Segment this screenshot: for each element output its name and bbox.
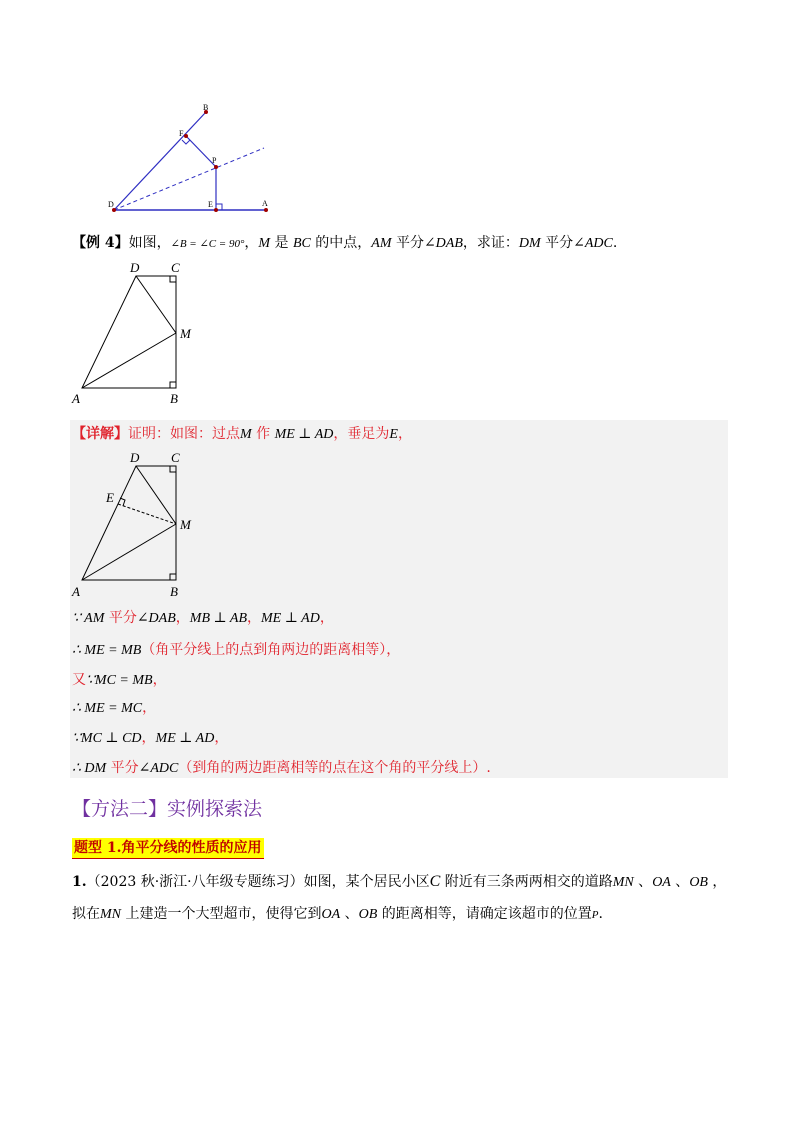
right-angle-f (182, 140, 190, 144)
ray-db (114, 112, 206, 210)
label-d: D (108, 200, 114, 209)
label-p: P (212, 156, 217, 165)
label-d: D (130, 260, 140, 275)
example4-statement: 【例 4】如图，∠B = ∠C = 90°，M 是 BC 的中点，AM 平分∠DAB，求证：DM 平分∠ADC. (72, 235, 618, 251)
question1-line1: 1.（2023 秋·浙江·八年级专题练习）如图，某个居民小区C 附近有三条两两相交的道路MN 、OA 、OB ， (72, 873, 727, 890)
label-e: E (106, 490, 114, 505)
label-d: D (130, 450, 140, 465)
solution-intro: 【详解】证明：如图：过点M 作 ME ⊥ AD，垂足为E， (72, 426, 412, 442)
label-a: A (262, 199, 268, 208)
question-type-label: 题型 1.角平分线的性质的应用 (72, 838, 264, 859)
proof-step-6: ∴ DM 平分∠ADC（到角的两边距离相等的点在这个角的平分线上）. (72, 760, 491, 776)
bisector-dashed (114, 148, 264, 210)
solution-tag: 【详解】 (72, 426, 128, 442)
trapezoid-figure (68, 258, 208, 408)
label-m: M (180, 326, 191, 341)
proof-step-2: ∴ ME = MB（角平分线上的点到角两边的距离相等）， (72, 642, 401, 658)
label-c: C (171, 450, 180, 465)
proof-step-3: 又∵MC = MB， (72, 672, 167, 688)
label-f: F (179, 129, 184, 138)
label-b: B (203, 103, 209, 112)
label-c: C (171, 260, 180, 275)
solution-figure (68, 446, 208, 602)
label-a: A (72, 584, 80, 599)
label-b: B (170, 391, 178, 406)
label-a: A (72, 391, 80, 406)
label-b: B (170, 584, 178, 599)
angle-bisector-figure (100, 96, 280, 220)
label-e: E (208, 200, 213, 209)
method2-heading: 【方法二】实例探索法 (72, 798, 263, 820)
question1-line2: 拟在MN 上建造一个大型超市，使得它到OA 、OB 的距离相等，请确定该超市的位置P. (72, 906, 603, 922)
proof-step-1: ∵ AM 平分∠DAB，MB ⊥ AB，ME ⊥ AD， (72, 610, 334, 626)
proof-step-4: ∴ ME = MC， (72, 700, 157, 716)
label-m: M (180, 517, 191, 532)
example-tag: 【例 4】 (72, 235, 129, 251)
proof-step-5: ∵MC ⊥ CD，ME ⊥ AD， (72, 730, 229, 746)
